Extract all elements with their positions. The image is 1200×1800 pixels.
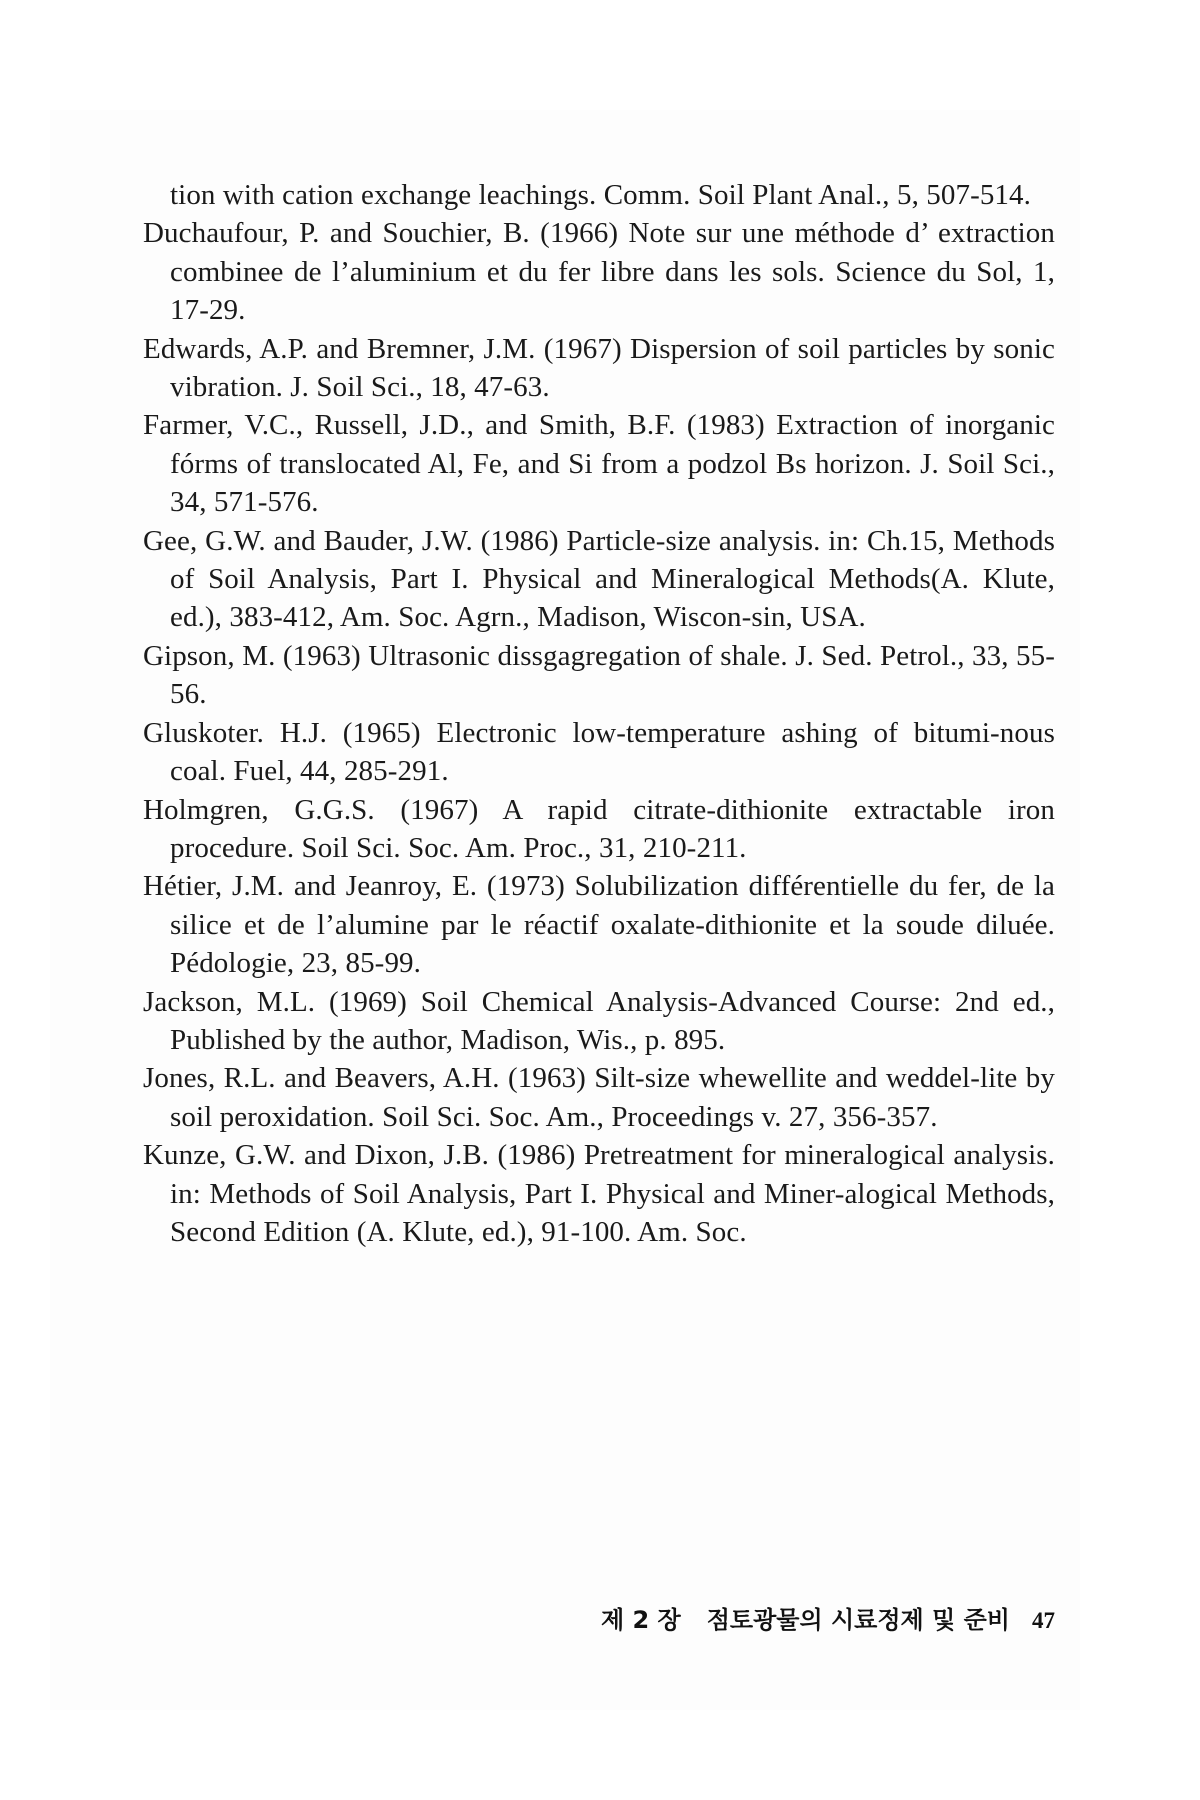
reference-entry-gipson-1963: Gipson, M. (1963) Ultrasonic dissgagregation of shale. J. Sed. Petrol., 33, 55-56. [143, 639, 1055, 711]
reference-entry-hetier-1973: Hétier, J.M. and Jeanroy, E. (1973) Solubilization différentielle du fer, de la silice et de l’alumine par le réactif oxalate-dithionite et la soude diluée. Pédologie, 23, 85-99. [143, 870, 1055, 980]
reference-entry-kunze-1986: Kunze, G.W. and Dixon, J.B. (1986) Pretreatment for mineralogical analysis. in: Methods of Soil Analysis, Part I. Physical and Miner-alogical Methods, Second Edition (A. Klute, ed.), 91-100. Am. Soc. [143, 1139, 1055, 1248]
reference-entry-jones-1963: Jones, R.L. and Beavers, A.H. (1963) Silt-size whewellite and weddel-lite by soil peroxidation. Soil Sci. Soc. Am., Proceedings v. 27, 356-357. [143, 1062, 1055, 1133]
reference-entry-gee-1986: Gee, G.W. and Bauder, J.W. (1986) Particle-size analysis. in: Ch.15, Methods of Soil Analysis, Part I. Physical and Mineralogical Methods(A. Klute, ed.), 383-412, Am. Soc. Agrn., Madison, Wiscon-sin, USA. [143, 524, 1055, 634]
reference-entry-holmgren-1967: Holmgren, G.G.S. (1967) A rapid citrate-dithionite extractable iron procedure. Soil Sci. Soc. Am. Proc., 31, 210-211. [143, 793, 1055, 864]
footer-title: 점토광물의 시료정제 및 준비 [706, 1606, 1010, 1634]
page-number: 47 [1032, 1608, 1055, 1633]
reference-entry-farmer-1983: Farmer, V.C., Russell, J.D., and Smith, B.F. (1983) Extraction of inorganic fórms of translocated Al, Fe, and Si from a podzol Bs horizon. J. Soil Sci., 34, 571-576. [143, 409, 1055, 519]
reference-entry-duchaufour-1966: Duchaufour, P. and Souchier, B. (1966) Note sur une méthode d’ extraction combinee de l’aluminium et du fer libre dans les sols. Science du Sol, 1, 17-29. [143, 217, 1055, 327]
reference-entry-gluskoter-1965: Gluskoter. H.J. (1965) Electronic low-temperature ashing of bitumi-nous coal. Fuel, 44, 285-291. [143, 716, 1055, 788]
reference-entry-continued: tion with cation exchange leachings. Comm. Soil Plant Anal., 5, 507-514. [170, 179, 1031, 211]
footer-chapter: 제 2 장 [600, 1606, 681, 1634]
running-footer [540, 1600, 1055, 1635]
reference-list [143, 176, 1055, 1251]
reference-entry-edwards-1967: Edwards, A.P. and Bremner, J.M. (1967) Dispersion of soil particles by sonic vibration. J. Soil Sci., 18, 47-63. [143, 332, 1055, 404]
reference-entry-jackson-1969: Jackson, M.L. (1969) Soil Chemical Analysis-Advanced Course: 2nd ed., Published by the author, Madison, Wis., p. 895. [143, 985, 1055, 1056]
